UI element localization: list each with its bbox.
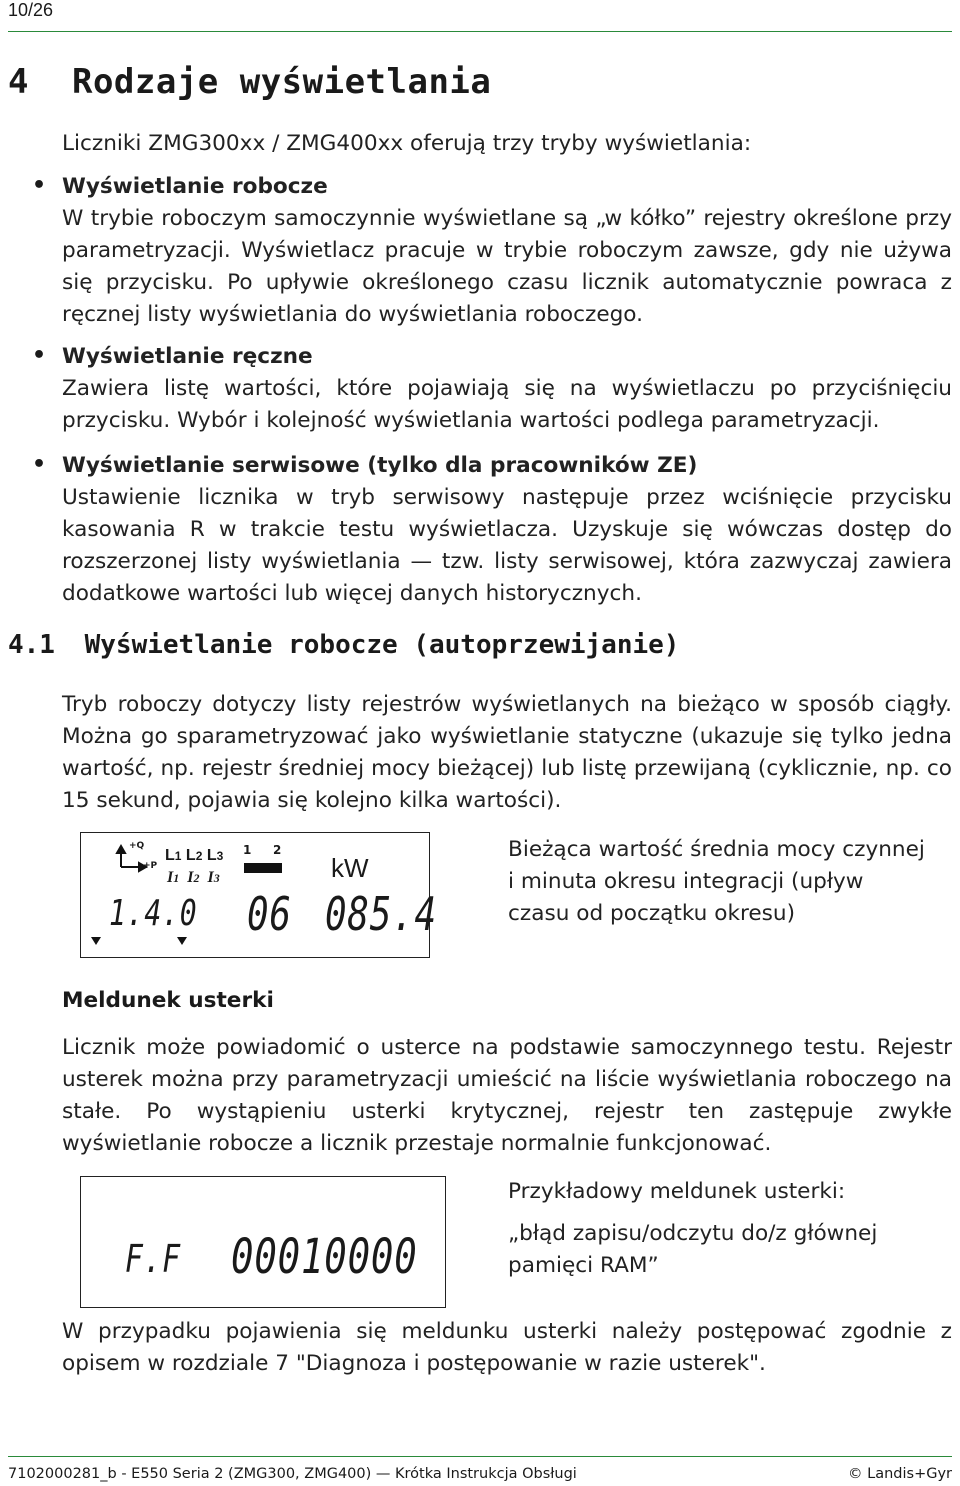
fault-closing: W przypadku pojawienia się meldunku usterki należy postępować zgodnie z opisem w rozdziale 7 "Diagnoza i postępowanie w razie usterek". <box>62 1319 952 1376</box>
quadrant-q-label: +Q <box>129 841 145 851</box>
footer-divider <box>8 1456 952 1457</box>
section-intro: Liczniki ZMG300xx / ZMG400xx oferują trzy tryby wyświetlania: <box>62 131 752 156</box>
obis-code: 1.4.0 <box>109 893 198 934</box>
subsection-text: Tryb roboczy dotyczy listy rejestrów wyświetlanych na bieżąco w sposób ciągły. Można go sparametryzować jako wyświetlanie statyczne (ukazuje się tylko jedna wartość, np. rejestr średniej mocy bieżącej) lub listę przewijaną (cyklicznie, np. co 15 sekund, pojawia się kolejno kilka wartości). <box>62 692 952 813</box>
bullet-text: Zawiera listę wartości, które pojawiają się na wyświetlaczu po przyciśnięciu przycisku. Wybór i kolejność wyświetlania wartości podlega parametryzacji. <box>62 376 952 433</box>
phase-I-labels: I1 I2 I3 <box>167 869 220 886</box>
tariff-2-label: 2 <box>273 843 282 857</box>
bullet-dot: • <box>32 173 47 198</box>
section-title: Rodzaje wyświetlania <box>71 62 492 102</box>
subsection-number: 4.1 <box>8 630 55 660</box>
footer-document-id: 7102000281_b - E550 Seria 2 (ZMG300, ZMG400) — Krótka Instrukcja Obsługi <box>8 1466 577 1482</box>
bullet-dot: • <box>32 343 47 368</box>
footer-copyright: © Landis+Gyr <box>848 1466 952 1482</box>
phase-L-labels: L1 L2 L3 <box>165 847 224 864</box>
quadrant-p-label: +P <box>143 861 158 871</box>
display1-caption: Bieżąca wartość średnia mocy czynnej i minuta okresu integracji (upływ czasu od początku okresu) <box>508 837 925 926</box>
section-number: 4 <box>8 62 29 102</box>
header-divider <box>8 31 952 32</box>
fault-caption-text: „błąd zapisu/odczytu do/z głównej pamięci RAM” <box>508 1221 878 1278</box>
meter-display-working <box>80 832 437 958</box>
bullet-item-service <box>62 450 952 610</box>
subsection-heading <box>8 630 679 660</box>
fault-heading: Meldunek usterki <box>62 988 274 1013</box>
fault-code: F.F <box>125 1237 181 1281</box>
bullet-item-manual <box>62 341 952 437</box>
fault-text: Licznik może powiadomić o usterce na podstawie samoczynnego testu. Rejestr usterek można przy parametryzacji umieścić na liście wyświetlania roboczego na stałe. Po wystąpieniu usterki krytycznej, rejestr ten zastępuje zwykłe wyświetlanie robocze a licznik przestaje normalnie funkcjonować. <box>62 1035 952 1156</box>
bullet-text: Ustawienie licznika w tryb serwisowy następuje przez wciśnięcie przycisku kasowania R w trakcie testu wyświetlacza. Uzyskuje się wówczas dostęp do rozszerzonej listy wyświetlania — tzw. listy serwisowej, która zazwyczaj zawiera dodatkowe wartości lub więcej danych historycznych. <box>62 485 952 606</box>
meter-display-fault <box>80 1176 446 1308</box>
fault-value: 00010000 <box>231 1229 418 1285</box>
fault-caption-title: Przykładowy meldunek usterki: <box>508 1179 846 1204</box>
subsection-title: Wyświetlanie robocze (autoprzewijanie) <box>84 630 680 660</box>
arrow-down-icon <box>177 937 187 945</box>
arrow-down-icon <box>91 937 101 945</box>
bullet-dot: • <box>32 452 47 477</box>
page-number: 10/26 <box>8 0 54 20</box>
bullet-title: Wyświetlanie robocze <box>62 174 328 199</box>
bullet-item-working <box>62 171 952 331</box>
section-heading <box>8 62 491 102</box>
display-value: 085.4 <box>325 887 437 941</box>
bullet-title: Wyświetlanie ręczne <box>62 344 313 369</box>
tariff-1-label: 1 <box>243 843 252 857</box>
bullet-title: Wyświetlanie serwisowe (tylko dla pracowników ZE) <box>62 453 698 478</box>
display-index: 06 <box>247 887 292 941</box>
tariff-bar <box>244 863 282 873</box>
unit-label: kW <box>331 853 369 883</box>
bullet-text: W trybie roboczym samoczynnie wyświetlane są „w kółko” rejestry określone przy parametryzacji. Wyświetlacz pracuje w trybie roboczym zawsze, gdy nie używa się przycisku. Po upływie określonego czasu licznik automatycznie powraca z ręcznej listy wyświetlania do wyświetlania roboczego. <box>62 206 952 327</box>
